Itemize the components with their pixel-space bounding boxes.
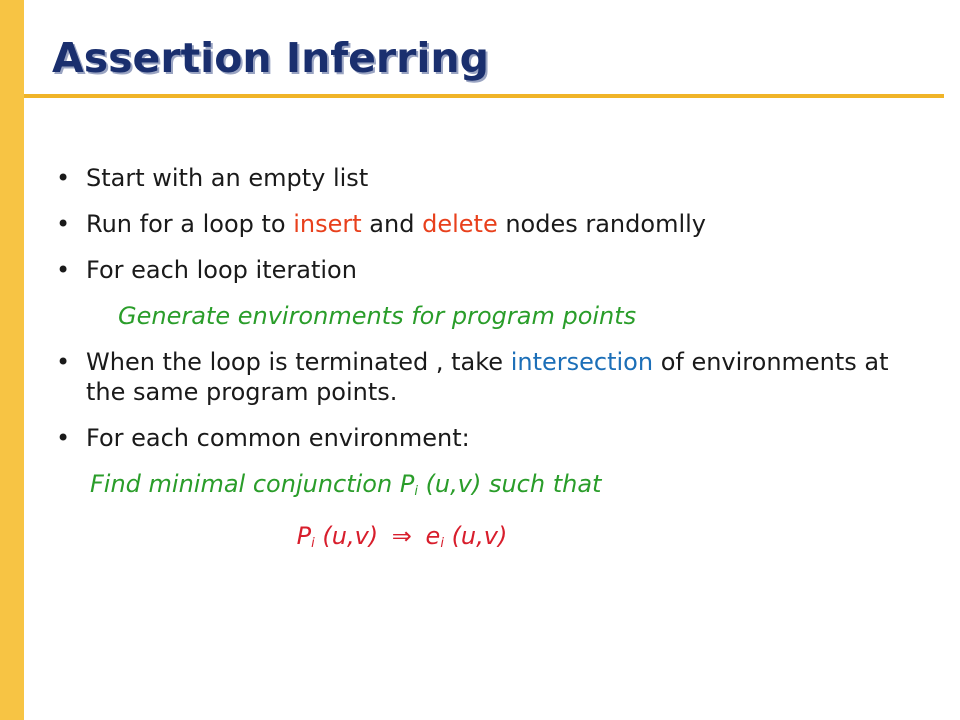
bullet-dot: •: [56, 348, 71, 376]
text-segment: When the loop is terminated , take: [86, 348, 511, 376]
implies-arrow: ⇒: [391, 522, 412, 550]
bullet-text: [86, 348, 889, 406]
indented-note: Generate environments for program points: [118, 302, 637, 330]
subscript: i: [440, 536, 444, 551]
text-segment: Find minimal conjunction P: [90, 470, 415, 498]
subscript: i: [311, 536, 315, 551]
text-segment: (u,v) such that: [417, 470, 602, 498]
bullet-dot: •: [56, 256, 71, 284]
text-segment: (u,v): [314, 522, 386, 550]
title-underline-rule: [24, 94, 944, 98]
bullet-item: [52, 163, 912, 193]
bullet-item: [52, 423, 912, 453]
bullet-text: Start with an empty list: [86, 164, 369, 192]
bullet-dot: •: [56, 210, 71, 238]
text-segment: of environments at the same program points.: [86, 348, 889, 406]
bullet-item: [52, 209, 912, 239]
bullet-text: For each common environment:: [86, 424, 470, 452]
text-segment: e: [417, 522, 441, 550]
highlight-insert: insert: [293, 210, 362, 238]
bullet-dot: •: [56, 424, 71, 452]
text-segment: nodes randomlly: [497, 210, 706, 238]
slide-body: [52, 163, 912, 559]
bullet-item: [52, 347, 912, 407]
bullet-text: For each loop iteration: [86, 256, 357, 284]
bullet-dot: •: [56, 164, 71, 192]
indented-note: [52, 469, 912, 507]
highlight-delete: delete: [422, 210, 498, 238]
bullet-text: [86, 210, 706, 238]
bullet-item: [52, 255, 912, 285]
text-segment: and: [361, 210, 423, 238]
accent-side-bar: [0, 0, 24, 720]
formula-line: [52, 521, 912, 559]
highlight-intersection: intersection: [510, 348, 654, 376]
text-segment: P: [296, 522, 312, 550]
slide-title: Assertion Inferring: [52, 34, 489, 82]
subscript: i: [414, 484, 418, 499]
text-segment: Run for a loop to: [86, 210, 294, 238]
text-segment: (u,v): [443, 522, 508, 550]
